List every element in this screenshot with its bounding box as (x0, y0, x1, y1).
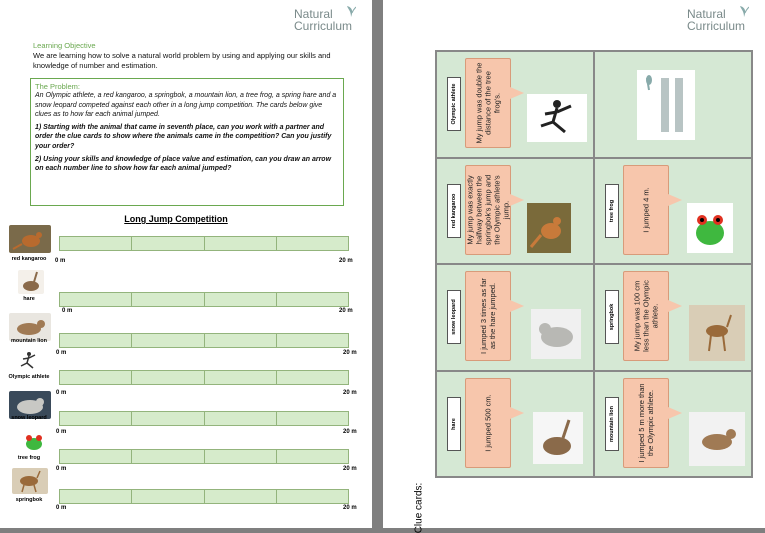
problem-box (30, 78, 344, 206)
snow-leopard-photo (531, 309, 581, 359)
animal-label: Olympic athlete (8, 374, 50, 380)
hare-photo (533, 412, 583, 464)
card-name: tree frog (609, 199, 615, 222)
number-line[interactable] (59, 333, 349, 348)
card-name-box (447, 77, 461, 131)
card-name-box (447, 290, 461, 344)
speech-bubble (465, 271, 511, 361)
end-label: 20 m (343, 390, 357, 396)
athlete-photo (527, 94, 587, 142)
mountain-lion-photo (689, 412, 745, 466)
brand-line1: Natural (687, 7, 726, 21)
brand-logo (687, 8, 751, 32)
card-name: hare (451, 417, 457, 430)
number-line-row (0, 466, 372, 518)
mountain-lion-photo (9, 313, 51, 341)
clue-text: My jump was double the distance of the tree frog's. (474, 62, 502, 144)
clue-card[interactable] (594, 371, 752, 478)
animal-label: mountain lion (10, 338, 48, 344)
start-label: 0 m (56, 429, 67, 435)
problem-heading: The Problem: (35, 82, 81, 91)
clue-card[interactable] (436, 264, 594, 371)
end-label: 20 m (343, 505, 357, 511)
end-label: 20 m (339, 258, 353, 264)
card-name-box (447, 184, 461, 238)
speech-bubble (623, 165, 669, 255)
brand-line2: Curriculum (687, 19, 746, 33)
clue-text: I jumped 4 m. (641, 186, 651, 233)
question-2: 2) Using your skills and knowledge of place value and estimation, can you draw an arrow on each number line to show how far each animal jumped? (35, 156, 332, 173)
card-name-box (447, 397, 461, 451)
start-label: 0 m (62, 308, 73, 314)
start-label: 0 m (56, 390, 67, 396)
brand-logo (294, 8, 358, 32)
objective-heading: Learning Objective (33, 41, 96, 50)
animal-label: springbok (15, 497, 43, 503)
speech-bubble (465, 165, 511, 255)
worksheet-page (0, 0, 372, 528)
speech-bubble (623, 378, 669, 468)
number-line[interactable] (59, 236, 349, 251)
end-label: 20 m (343, 350, 357, 356)
number-line[interactable] (59, 370, 349, 385)
start-label: 0 m (56, 350, 67, 356)
start-label: 0 m (56, 505, 67, 511)
animal-label: snow leopard (11, 415, 47, 421)
springbok-photo (689, 305, 745, 361)
clue-card[interactable] (436, 158, 594, 265)
brand-line2: Curriculum (294, 19, 353, 33)
clue-text: I jumped 5 m more than the Olympic athlete. (637, 382, 655, 463)
clue-text: I jumped 3 times as far as the hare jumped. (479, 278, 497, 354)
objective-text: We are learning how to solve a natural world problem by using and applying our skills and knowledge of number and estimation. (33, 51, 331, 70)
card-name-box (605, 397, 619, 451)
springbok-photo (12, 468, 48, 494)
problem-text: An Olympic athlete, a red kangaroo, a springbok, a mountain lion, a tree frog, a spring hare and a snow leopard competed against each other in a long jump competition. The cards below give clues as to how far each animal jumped. (35, 92, 337, 118)
clue-card[interactable] (594, 158, 752, 265)
clue-cards-grid (435, 50, 753, 478)
clue-card[interactable] (436, 51, 594, 158)
clue-text: I jumped 500 cm. (483, 393, 493, 452)
clue-text: My jump was exactly halfway between the springbok's jump and the Olympic athlete's jump. (465, 174, 511, 245)
clue-card[interactable] (594, 264, 752, 371)
end-label: 20 m (343, 466, 357, 472)
card-name: snow leopard (451, 299, 457, 335)
number-line[interactable] (59, 292, 349, 307)
clue-cards-label (412, 482, 426, 533)
speech-bubble (465, 378, 511, 468)
hare-photo (18, 270, 44, 294)
number-line[interactable] (59, 489, 349, 504)
clue-card[interactable] (436, 371, 594, 478)
end-label: 20 m (343, 429, 357, 435)
number-line[interactable] (59, 411, 349, 426)
card-name-box (605, 290, 619, 344)
leaf-icon (739, 5, 749, 17)
tree-frog-photo (20, 431, 48, 453)
animal-label: hare (23, 296, 35, 302)
speech-bubble (465, 58, 511, 148)
clue-cards-label-text: Clue cards: (413, 482, 425, 533)
kangaroo-photo (527, 203, 571, 253)
card-name: red kangaroo (451, 193, 457, 229)
leaf-icon (346, 5, 356, 17)
speech-bubble (623, 271, 669, 361)
card-name-box (605, 184, 619, 238)
curriculum-logo (637, 70, 695, 140)
start-label: 0 m (56, 466, 67, 472)
tree-frog-photo (687, 203, 733, 253)
card-name: mountain lion (609, 405, 615, 442)
brand-line1: Natural (294, 7, 333, 21)
card-name: Olympic athlete (451, 83, 457, 125)
number-line[interactable] (59, 449, 349, 464)
clue-text: My jump was 100 cm less than the Olympic athlete. (632, 280, 660, 352)
card-name: springbok (609, 303, 615, 331)
competition-title: Long Jump Competition (124, 214, 228, 224)
logo-card (594, 51, 752, 158)
athlete-photo (17, 350, 41, 372)
end-label: 20 m (339, 308, 353, 314)
question-1: 1) Starting with the animal that came in seventh place, can you work with a partner and order the clue cards to show where the animals came in the competition? Can you justify your order? (35, 124, 332, 150)
animal-label: red kangaroo (11, 256, 47, 262)
start-label: 0 m (55, 258, 66, 264)
kangaroo-photo (9, 225, 51, 253)
animal-label: tree frog (17, 455, 41, 461)
